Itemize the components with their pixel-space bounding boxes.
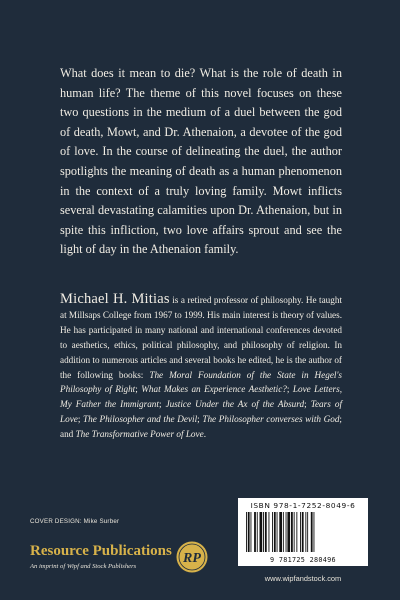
book-title: The Transformative Power of Love xyxy=(75,429,204,440)
publisher-imprint: An imprint of Wipf and Stock Publishers xyxy=(30,563,137,570)
book-title: Justice Under the Ax of the Absurd xyxy=(165,399,305,410)
publisher-block xyxy=(30,540,220,580)
barcode-box xyxy=(238,498,368,566)
book-title: The Philosopher and the Devil xyxy=(83,414,198,425)
publisher-logo-text: RP xyxy=(183,551,201,566)
separator: ; xyxy=(158,399,166,410)
separator: ; xyxy=(286,384,293,395)
book-title: The Philosopher converses with God xyxy=(202,414,340,425)
bio-text: is a retired professor of philosophy. He taught at Millsaps College from 1967 to 1999. His main interest is theory of values. He has participated in many national and international conferences devoted to aesthetics, ethics, political philosophy, and philosophy of religion. In addition to numerous articles and several books he edited, he is the author of the following books: xyxy=(60,295,342,380)
book-title: Tears of Love xyxy=(60,399,342,425)
publisher-logo-icon xyxy=(175,540,209,574)
separator: ; xyxy=(197,414,203,425)
book-blurb: What does it mean to die? What is the role of death in human life? The theme of this novel focuses on these two questions in the medium of a duel between the god of death, Mowt, and Dr. Athenaion, a devotee of the god of love. In the course of delineating the duel, the author spotlights the meaning of death as a human phenomenon in the context of a truly loving family. Mowt inflicts several devastating calamities upon Dr. Athenaion, but in spite this infliction, two love affairs sprout and see the light of day in the Athenaion family. xyxy=(60,66,342,257)
cover-design-credit: COVER DESIGN: Mike Surber xyxy=(30,518,120,525)
separator: ; xyxy=(77,414,84,425)
publisher-name: Resource Publications xyxy=(30,543,172,559)
author-bio xyxy=(60,292,342,442)
book-title: The Moral Foundation of the State in Hegel's Philosophy of Right xyxy=(60,369,342,395)
barcode-icon xyxy=(244,512,362,552)
book-title: Love Letters, My Father the Immigrant xyxy=(60,384,342,410)
separator: ; and xyxy=(60,414,342,440)
separator: ; xyxy=(135,384,142,395)
author-name: Michael H. Mitias xyxy=(60,291,170,307)
bio-end: . xyxy=(203,429,206,440)
publisher-url: www.wipfandstock.com xyxy=(264,574,342,583)
barcode-digits: 9 781725 280496 xyxy=(270,556,336,564)
isbn-label: ISBN 978-1-7252-8049-6 xyxy=(250,501,356,510)
book-title: What Makes an Experience Aesthetic? xyxy=(141,384,287,395)
separator: ; xyxy=(304,399,311,410)
